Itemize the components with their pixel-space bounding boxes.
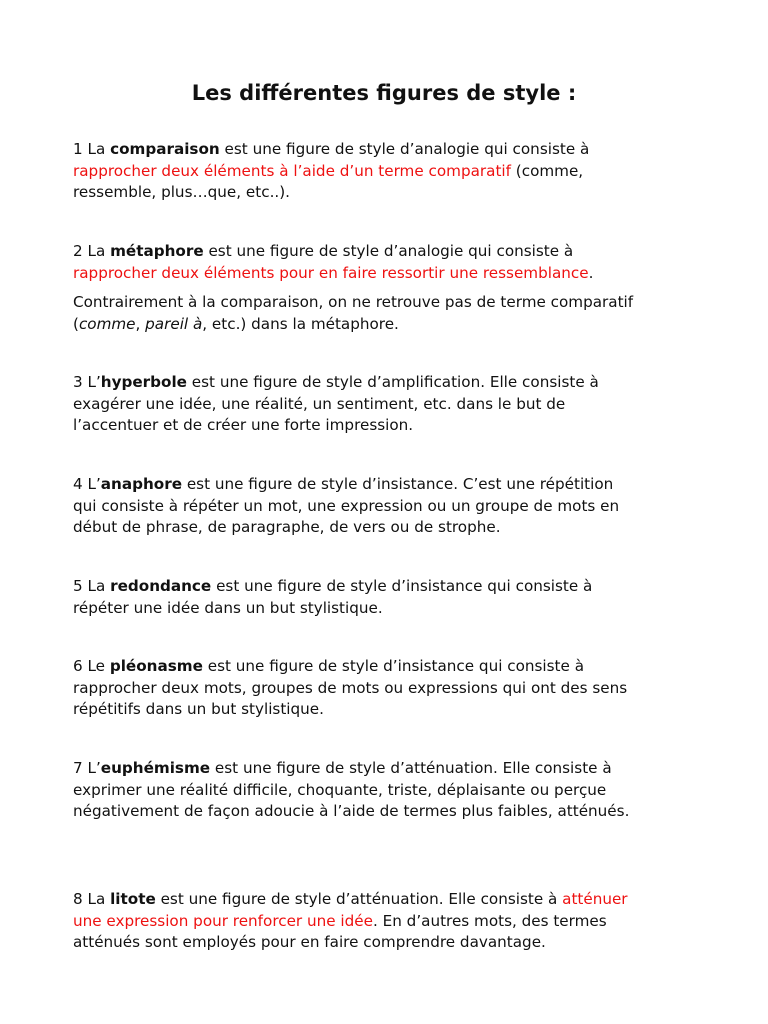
paragraph-line: l’accentuer et de créer une forte impression. bbox=[73, 416, 414, 434]
figure-term: métaphore bbox=[110, 242, 204, 260]
figure-term: litote bbox=[110, 890, 156, 908]
definition-text: est une figure de style d’insistance. C’est une répétition bbox=[182, 475, 614, 493]
figure-term: comparaison bbox=[110, 140, 220, 158]
paragraph-line bbox=[73, 263, 703, 285]
italic-example: comme bbox=[78, 314, 136, 333]
paragraph-line: début de phrase, de paragraphe, de vers ou de strophe. bbox=[73, 518, 501, 536]
paragraph-line bbox=[73, 241, 703, 263]
highlighted-text: rapprocher deux éléments pour en faire ressortir une ressemblance bbox=[73, 263, 589, 282]
paragraph-line bbox=[73, 758, 703, 780]
paragraph-line bbox=[73, 372, 703, 394]
definition-text: est une figure de style d’atténuation. Elle consiste à bbox=[155, 890, 563, 908]
note-text: , bbox=[135, 314, 146, 333]
paragraph-line: répéter une idée dans un but stylistique. bbox=[73, 598, 383, 617]
figure-comparaison bbox=[73, 139, 703, 204]
definition-text: est une figure de style d’amplification. Elle consiste à bbox=[186, 373, 599, 391]
paragraph-line bbox=[73, 474, 703, 496]
paragraph-line: exagérer une idée, une réalité, un sentiment, etc. dans le but de bbox=[73, 394, 566, 413]
note-text: ( bbox=[73, 314, 79, 333]
figure-hyperbole bbox=[73, 372, 703, 437]
item-number: 7 L’ bbox=[73, 759, 101, 777]
item-number: 8 La bbox=[73, 890, 111, 908]
item-number: 2 La bbox=[73, 242, 111, 260]
item-number: 5 La bbox=[73, 577, 111, 595]
paragraph-line: qui consiste à répéter un mot, une expression ou un groupe de mots en bbox=[73, 496, 620, 515]
definition-text: (comme, bbox=[510, 161, 584, 180]
definition-text: . bbox=[588, 263, 594, 282]
highlighted-text: rapprocher deux éléments à l’aide d’un terme comparatif bbox=[73, 161, 511, 180]
definition-text: est une figure de style d’atténuation. Elle consiste à bbox=[210, 759, 612, 777]
figure-term: euphémisme bbox=[100, 759, 211, 777]
item-number: 3 L’ bbox=[73, 373, 101, 391]
definition-text: est une figure de style d’analogie qui consiste à bbox=[219, 140, 590, 158]
note-text: , etc.) dans la métaphore. bbox=[202, 314, 399, 333]
paragraph-line: négativement de façon adoucie à l’aide de termes plus faibles, atténués. bbox=[73, 802, 630, 820]
paragraph-line: exprimer une réalité difficile, choquante, triste, déplaisante ou perçue bbox=[73, 780, 607, 799]
figure-litote bbox=[73, 889, 703, 954]
metaphore-note bbox=[73, 292, 703, 335]
figure-euphemisme bbox=[73, 758, 703, 823]
paragraph-line bbox=[73, 911, 703, 933]
item-number: 4 L’ bbox=[73, 475, 101, 493]
figure-metaphore bbox=[73, 241, 703, 284]
item-number: 6 Le bbox=[73, 657, 110, 675]
paragraph-line bbox=[73, 161, 703, 183]
paragraph-line bbox=[73, 576, 703, 598]
paragraph-line: rapprocher deux mots, groupes de mots ou expressions qui ont des sens bbox=[73, 678, 628, 697]
figure-anaphore bbox=[73, 474, 703, 539]
paragraph-line bbox=[73, 139, 703, 161]
paragraph-line: répétitifs dans un but stylistique. bbox=[73, 700, 324, 718]
paragraph-line: Contrairement à la comparaison, on ne retrouve pas de terme comparatif bbox=[73, 293, 634, 311]
italic-example: pareil à bbox=[145, 314, 203, 333]
paragraph-line bbox=[73, 889, 703, 911]
figure-redondance bbox=[73, 576, 703, 619]
paragraph-line bbox=[73, 656, 703, 678]
definition-text: est une figure de style d’analogie qui consiste à bbox=[203, 242, 574, 260]
figure-term: anaphore bbox=[100, 475, 182, 493]
paragraph-line: atténués sont employés pour en faire comprendre davantage. bbox=[73, 933, 546, 951]
figure-term: pléonasme bbox=[109, 657, 203, 675]
highlighted-text: atténuer bbox=[562, 890, 628, 908]
item-number: 1 La bbox=[73, 140, 111, 158]
highlighted-text: une expression pour renforcer une idée bbox=[73, 911, 373, 930]
paragraph-line: ressemble, plus…que, etc..). bbox=[73, 183, 290, 201]
figure-term: redondance bbox=[110, 577, 212, 595]
figure-term: hyperbole bbox=[100, 373, 187, 391]
definition-text: . En d’autres mots, des termes bbox=[372, 911, 607, 930]
definition-text: est une figure de style d’insistance qui consiste à bbox=[211, 577, 593, 595]
paragraph-line bbox=[73, 314, 703, 336]
page-title: Les différentes figures de style : bbox=[191, 81, 577, 105]
figure-pleonasme bbox=[73, 656, 703, 721]
definition-text: est une figure de style d’insistance qui consiste à bbox=[202, 657, 584, 675]
